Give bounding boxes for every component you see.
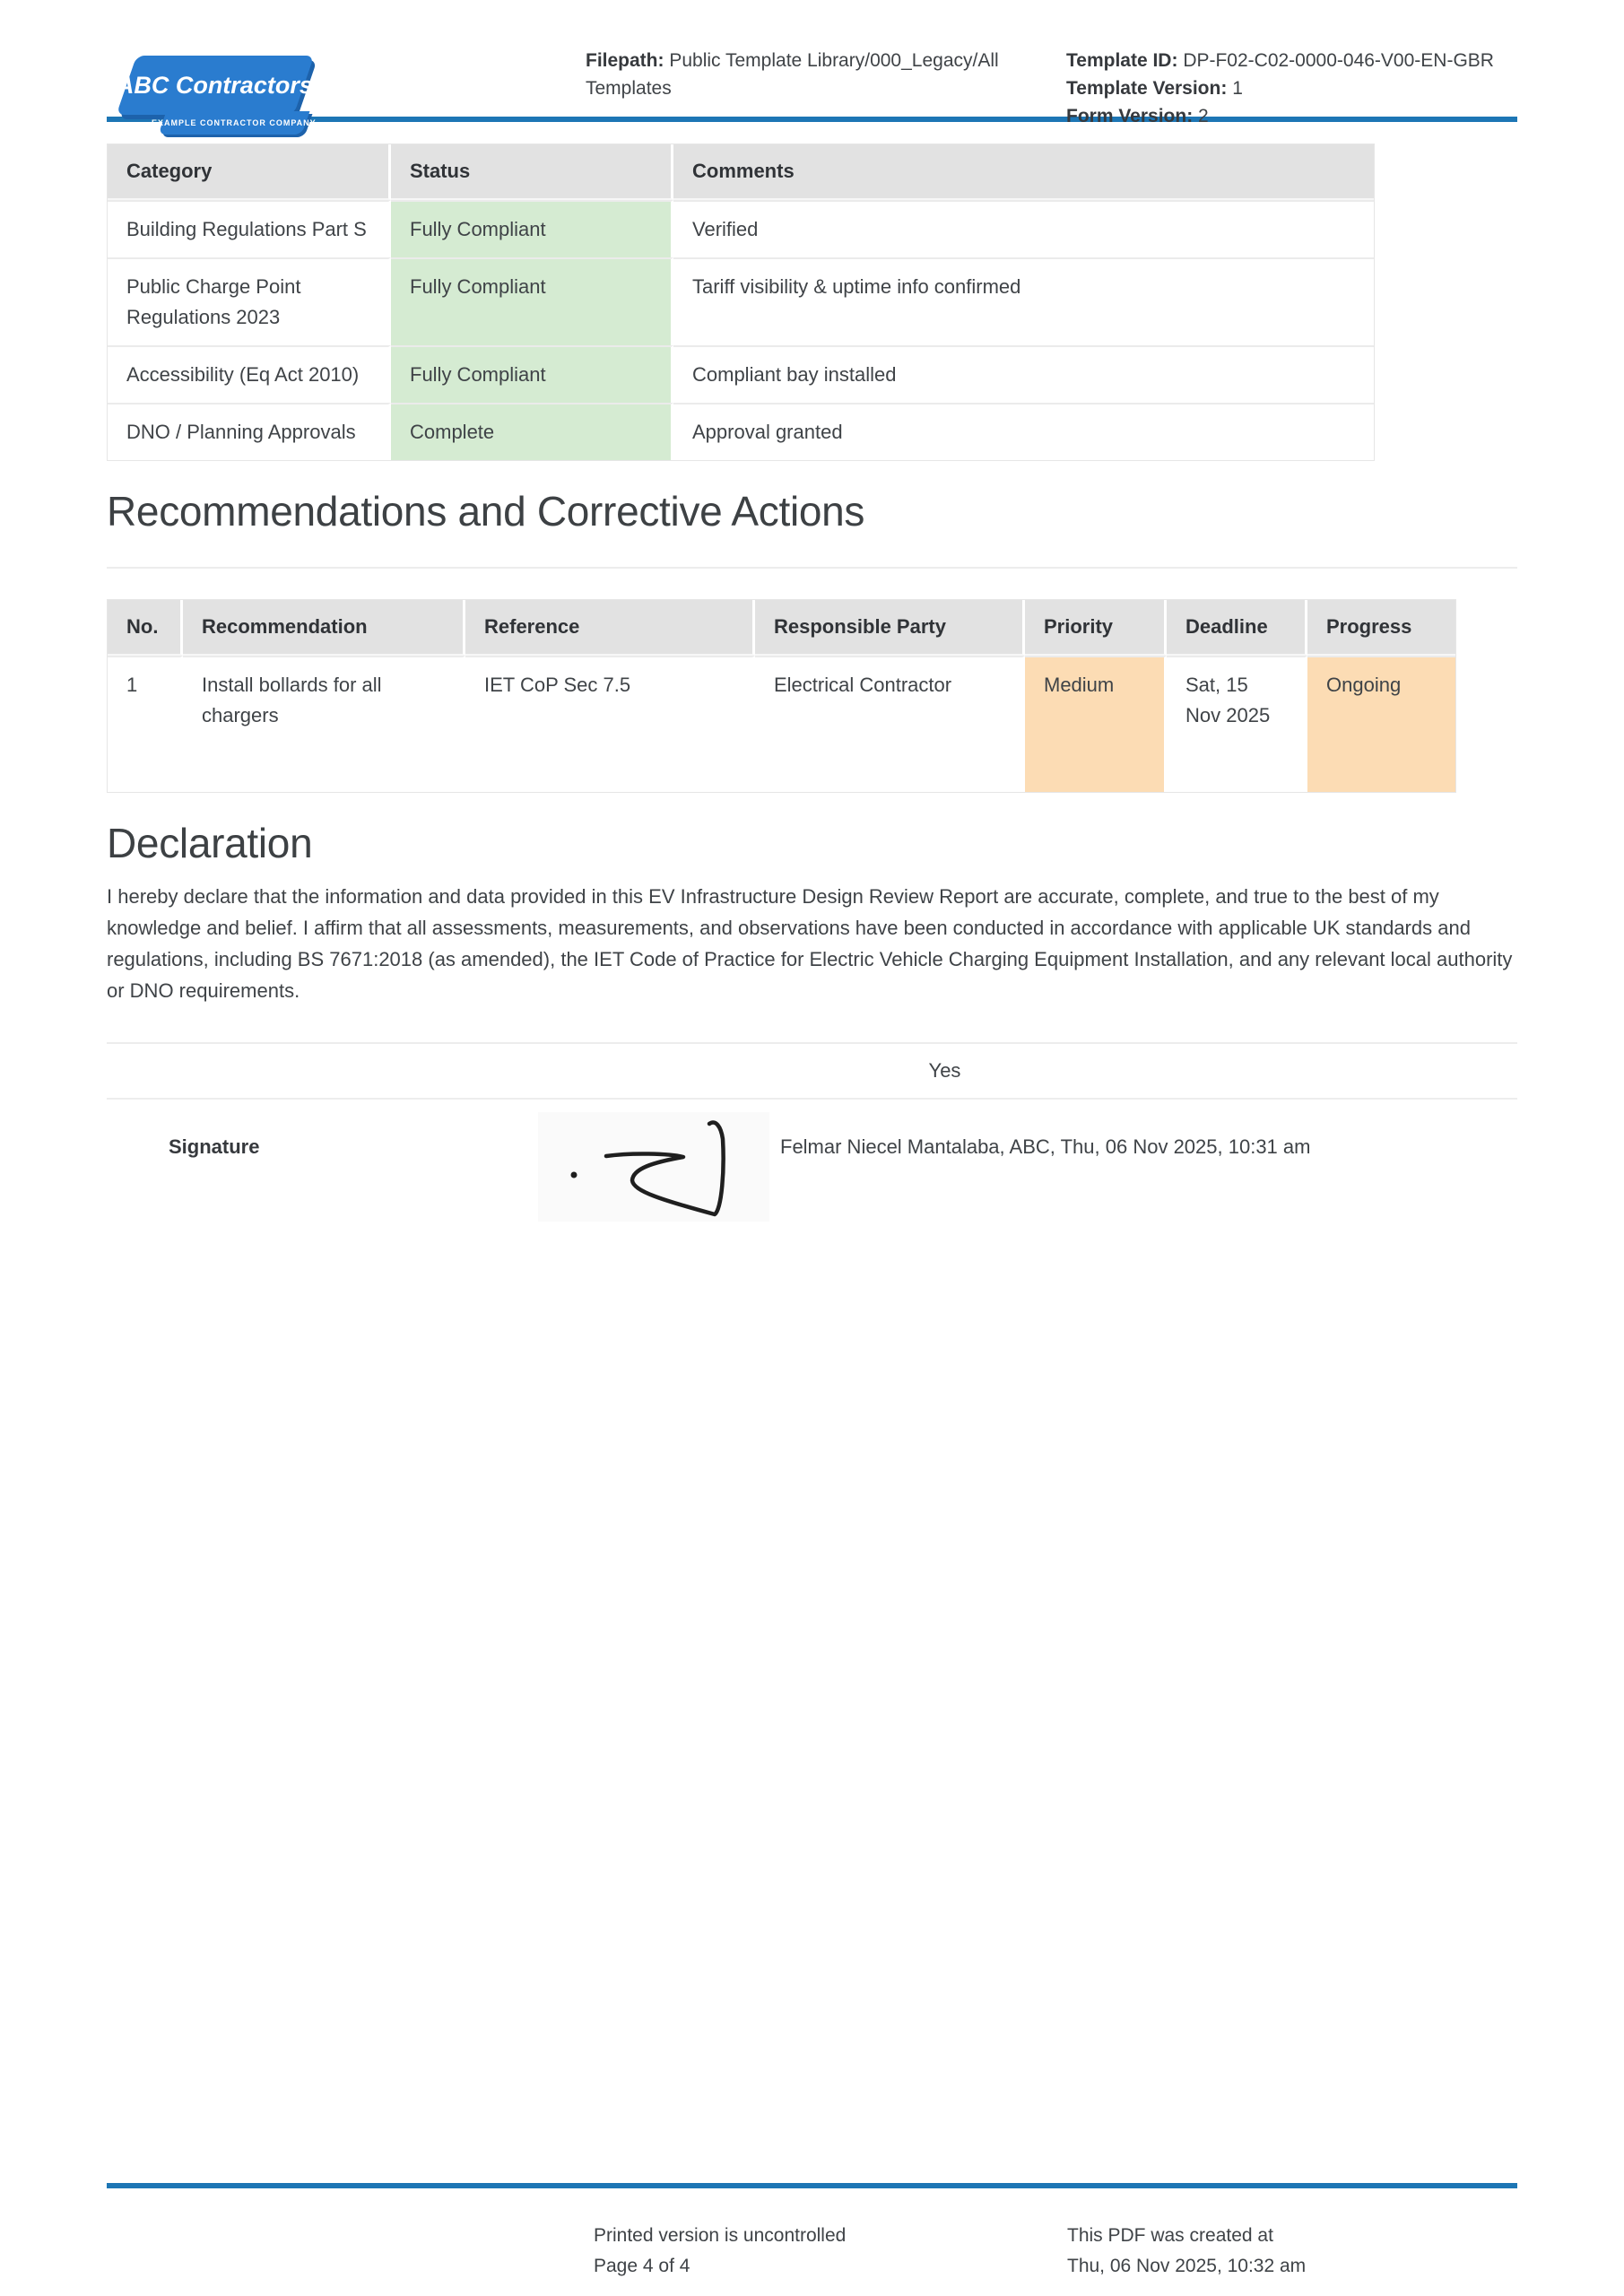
form-version-line xyxy=(1066,102,1517,130)
template-version-line xyxy=(1066,74,1517,102)
recommendation-cell: Install bollards for all chargers xyxy=(183,656,465,792)
table-row xyxy=(108,257,1374,345)
company-logo xyxy=(107,45,327,142)
template-id-line xyxy=(1066,47,1517,74)
page-header xyxy=(107,0,1517,127)
filepath-label: Filepath: xyxy=(586,50,664,71)
template-id-value: DP-F02-C02-0000-046-V00-EN-GBR xyxy=(1183,50,1494,71)
category-cell: Public Charge Point Regulations 2023 xyxy=(108,257,391,345)
section-divider xyxy=(107,1098,1517,1100)
declaration-text: I hereby declare that the information and data provided in this EV Infrastructure Design Review Report are accurate, complete, and true to the best of my knowledge and belief. I affirm that all assessments, measurements, and observations have been conducted in accordance with applicable UK standards and regulations, including BS 7671:2018 (as amended), the IET Code of Practice for Electric Vehicle Charging Equipment Installation, and any relevant local authority or DNO requirements. xyxy=(107,885,1513,1002)
priority-badge: Medium xyxy=(1025,656,1167,792)
section-divider xyxy=(107,567,1517,569)
signature-image xyxy=(538,1112,769,1222)
comments-cell: Approval granted xyxy=(673,403,1374,460)
status-badge: Complete xyxy=(391,403,673,460)
column-header-recommendation: Recommendation xyxy=(183,600,465,656)
category-cell: DNO / Planning Approvals xyxy=(108,403,391,460)
logo-subtitle: EXAMPLE CONTRACTOR COMPANY xyxy=(152,118,317,127)
recommendations-heading: Recommendations and Corrective Actions xyxy=(107,488,865,535)
logo-title: ABC Contractors xyxy=(117,71,314,99)
signature-meta: Felmar Niecel Mantalaba, ABC, Thu, 06 Nov 2025, 10:31 am xyxy=(780,1135,1311,1158)
responsible-party-cell: Electrical Contractor xyxy=(755,656,1025,792)
status-badge: Fully Compliant xyxy=(391,257,673,345)
table-row xyxy=(108,656,1455,792)
column-header-priority: Priority xyxy=(1025,600,1167,656)
column-header-progress: Progress xyxy=(1307,600,1455,656)
template-info-block xyxy=(1066,45,1517,130)
footer-columns xyxy=(107,2188,1517,2276)
filepath-value: Public Template Library/000_Legacy/All Templates xyxy=(586,50,999,99)
page-footer xyxy=(107,2183,1517,2276)
compliance-table xyxy=(107,144,1375,461)
table-row xyxy=(108,403,1374,460)
created-label: This PDF was created at xyxy=(1067,2225,1273,2246)
no-cell: 1 xyxy=(108,656,183,792)
signature-stroke-icon xyxy=(538,1112,769,1222)
filepath-block xyxy=(586,45,1016,102)
deadline-cell: Sat, 15 Nov 2025 xyxy=(1167,656,1307,792)
category-cell: Accessibility (Eq Act 2010) xyxy=(108,345,391,403)
column-header-no: No. xyxy=(108,600,183,656)
confirmation-value: Yes xyxy=(928,1059,961,1082)
form-version-label: Form Version: xyxy=(1066,106,1194,126)
column-header-deadline: Deadline xyxy=(1167,600,1307,656)
signature-label: Signature xyxy=(169,1135,260,1158)
comments-cell: Verified xyxy=(673,200,1374,257)
template-version-label: Template Version: xyxy=(1066,78,1228,99)
compliance-header-row xyxy=(108,144,1374,200)
created-timestamp: Thu, 06 Nov 2025, 10:32 am xyxy=(1067,2256,1307,2276)
footer-left-column xyxy=(594,2221,846,2282)
logo-banner xyxy=(117,56,315,115)
comments-cell: Tariff visibility & uptime info confirmed xyxy=(673,257,1374,345)
recommendations-table xyxy=(107,599,1456,793)
page-number: Page 4 of 4 xyxy=(594,2256,690,2276)
declaration-confirmation-row xyxy=(107,1044,1517,1098)
template-version-value: 1 xyxy=(1232,78,1243,99)
logo-sub-banner xyxy=(152,111,317,135)
column-header-reference: Reference xyxy=(465,600,755,656)
table-row xyxy=(108,345,1374,403)
column-header-status: Status xyxy=(391,144,673,200)
status-badge: Fully Compliant xyxy=(391,345,673,403)
table-row xyxy=(108,200,1374,257)
reference-cell: IET CoP Sec 7.5 xyxy=(465,656,755,792)
recommendations-header-row xyxy=(108,600,1455,656)
printed-note: Printed version is uncontrolled xyxy=(594,2225,847,2246)
form-version-value: 2 xyxy=(1198,106,1209,126)
column-header-responsible-party: Responsible Party xyxy=(755,600,1025,656)
comments-cell: Compliant bay installed xyxy=(673,345,1374,403)
progress-badge: Ongoing xyxy=(1307,656,1455,792)
declaration-heading: Declaration xyxy=(107,820,313,866)
status-badge: Fully Compliant xyxy=(391,200,673,257)
template-id-label: Template ID: xyxy=(1066,50,1178,71)
footer-right-column xyxy=(1067,2221,1306,2282)
column-header-comments: Comments xyxy=(673,144,1374,200)
signature-row xyxy=(107,1112,1517,1222)
column-header-category: Category xyxy=(108,144,391,200)
category-cell: Building Regulations Part S xyxy=(108,200,391,257)
